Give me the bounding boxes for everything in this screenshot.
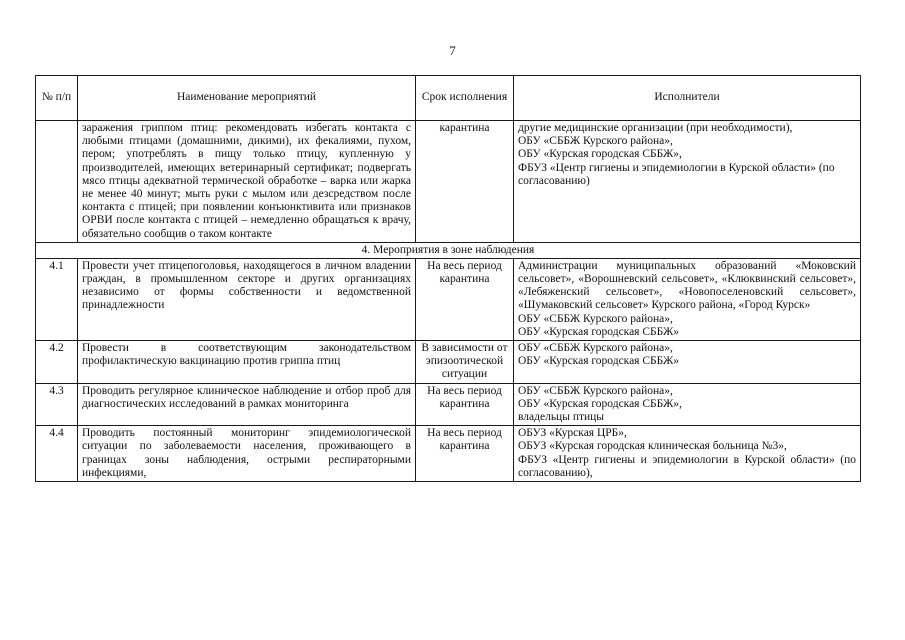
table-row [36,258,861,340]
executor-line: ФБУЗ «Центр гигиены и эпидемиологии в Курской области» (по согласованию), [518,453,856,479]
table-header-row [36,76,861,121]
table-row [36,426,861,482]
row-description: Провести учет птицепоголовья, находящегося в личном владении граждан, в промышленном секторе и других организациях независимо от формы собственности и ведомственной принадлежности [78,258,416,340]
header-term: Срок исполнения [416,76,514,121]
row-description: Проводить постоянный мониторинг эпидемиологической ситуации по заболеваемости населения, проживающего в границах зоны наблюдения, острыми респираторными инфекциями, [78,426,416,482]
row-executors [514,341,861,384]
row-num: 4.3 [36,383,78,426]
row-num: 4.2 [36,341,78,384]
header-name: Наименование мероприятий [78,76,416,121]
executor-line: ОБУ «СББЖ Курского района», [518,384,673,397]
executor-line: ОБУ «Курская городская СББЖ», [518,397,682,410]
row-description: Провести в соответствующим законодательством профилактическую вакцинацию против гриппа птиц [78,341,416,384]
row-executors [514,121,861,243]
section-header-row [36,242,861,258]
row-executors [514,426,861,482]
executor-line: ОБУ «Курская городская СББЖ» [518,325,679,338]
executor-line: ОБУЗ «Курская ЦРБ», [518,427,627,440]
row-executors [514,258,861,340]
executor-line: ОБУ «СББЖ Курского района», [518,342,673,355]
row-executors [514,383,861,426]
header-num: № п/п [36,76,78,121]
measures-table [35,75,861,482]
executor-line: ФБУЗ «Центр гигиены и эпидемиологии в Курской области» (по согласованию) [518,161,835,187]
executor-line: Администрации муниципальных образований «Моковский сельсовет», «Ворошневский сельсовет», «Клюквинский сельсовет», «Лебяженский сельсовет», «Новопоселеновский сельсовет», «Шумаковский сельсовет» Курского района, «Город Курск» [518,259,856,312]
row-term: карантина [416,121,514,243]
executor-line: ОБУЗ «Курская городская клиническая больница №3», [518,440,787,453]
row-description: заражения гриппом птиц: рекомендовать избегать контакта с любыми птицами (домашними, дикими), их фекалиями, пухом, пером; употреблять в пищу только птицу, купленную у производителей, имеющих ветеринарный сертификат; подвергать мясо птицы адекватной термической обработке – варка или жарка не менее 40 минут; мыть руки с мылом или дезсредством после контакта с птицей; при появлении конъюнктивита или признаков ОРВИ после контакта с птицей – немедленно обращаться к врачу, обязательно сообщив о таком контакте [78,121,416,243]
row-num: 4.1 [36,258,78,340]
row-term: В зависимости от эпизоотической ситуации [416,341,514,384]
row-term: На весь период карантина [416,258,514,340]
executor-line: ОБУ «СББЖ Курского района», [518,135,673,148]
row-term: На весь период карантина [416,383,514,426]
executor-line: ОБУ «Курская городская СББЖ» [518,355,679,368]
executor-line: другие медицинские организации (при необходимости), [518,122,793,134]
row-description: Проводить регулярное клиническое наблюдение и отбор проб для диагностических исследований в рамках мониторинга [78,383,416,426]
executor-line: ОБУ «Курская городская СББЖ», [518,148,682,161]
page-number: 7 [449,43,456,58]
executor-line: ОБУ «СББЖ Курского района», [518,312,673,325]
table-row [36,383,861,426]
row-num [36,121,78,243]
executor-line: владельцы птицы [518,411,605,424]
table-row [36,341,861,384]
row-num: 4.4 [36,426,78,482]
row-term: На весь период карантина [416,426,514,482]
section-title: 4. Мероприятия в зоне наблюдения [36,242,861,258]
table-row [36,121,861,243]
header-executors: Исполнители [514,76,861,121]
